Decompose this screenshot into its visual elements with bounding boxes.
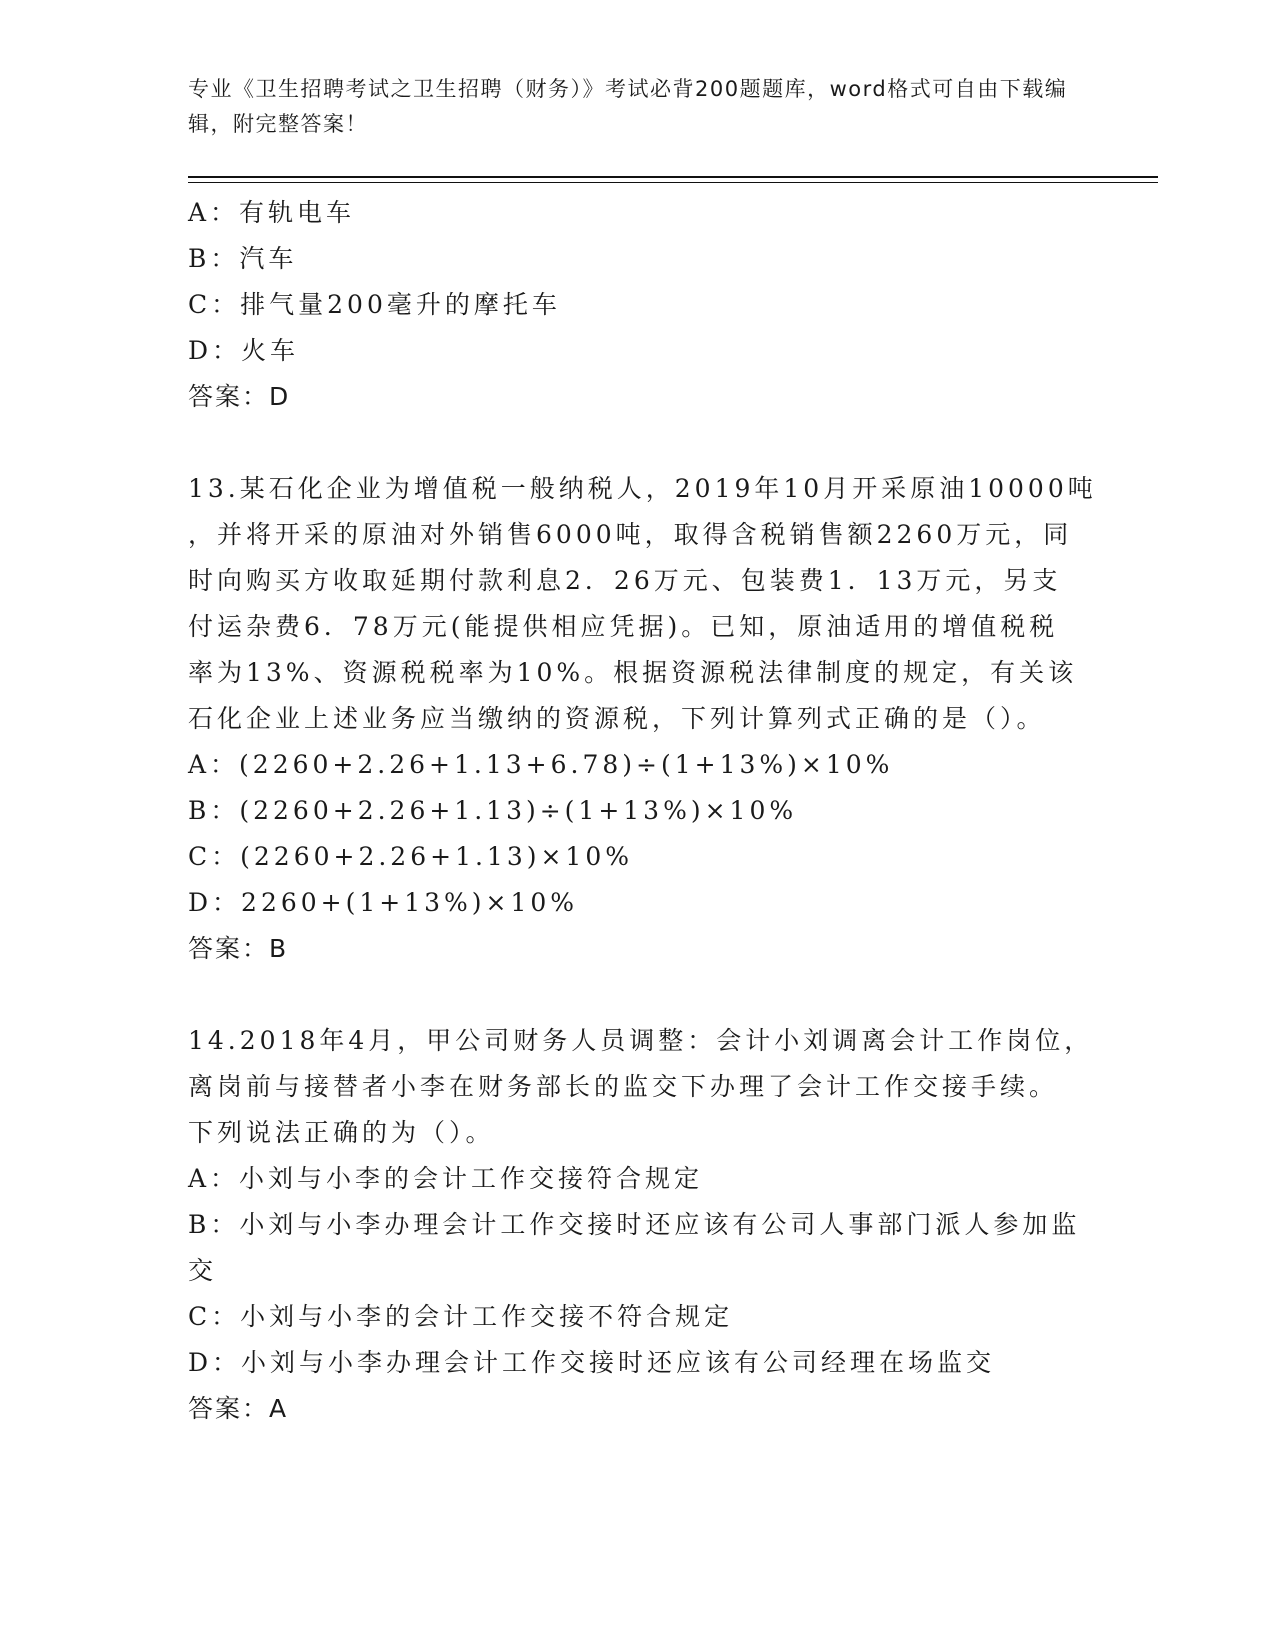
- document-header: 专业《卫生招聘考试之卫生招聘（财务）》考试必背200题题库，word格式可自由下载编辑，附完整答案！: [188, 77, 1068, 136]
- option-a: A：有轨电车: [188, 198, 356, 227]
- question-13-text-line: 率为13%、资源税税率为10%。根据资源税法律制度的规定，有关该: [188, 658, 1078, 687]
- question-14-text-line: 下列说法正确的为（）。: [188, 1118, 495, 1147]
- question-13-text-line: 13.某石化企业为增值税一般纳税人，2019年10月开采原油10000吨: [188, 474, 1097, 503]
- question-13-text-line: ，并将开采的原油对外销售6000吨，取得含税销售额2260万元，同: [188, 520, 1073, 549]
- option-c: C：(2260+2.26+1.13)×10%: [188, 842, 633, 871]
- option-d: D：小刘与小李办理会计工作交接时还应该有公司经理在场监交: [188, 1348, 996, 1377]
- document-body: [188, 190, 1097, 1432]
- question-14-answer: 答案：A: [188, 1394, 289, 1423]
- spacer: [188, 972, 1088, 1018]
- question-13-text-line: 时向购买方收取延期付款利息2．26万元、包装费1．13万元，另支: [188, 566, 1062, 595]
- option-b: B：小刘与小李办理会计工作交接时还应该有公司人事部门派人参加监: [188, 1210, 1081, 1239]
- option-b: B：汽车: [188, 244, 298, 273]
- question-12-options: [188, 190, 1088, 374]
- option-a: A：小刘与小李的会计工作交接符合规定: [188, 1164, 704, 1193]
- question-12-answer: 答案：D: [188, 382, 291, 411]
- question-14-text-line: 离岗前与接替者小李在财务部长的监交下办理了会计工作交接手续。: [188, 1072, 1059, 1101]
- question-14: [188, 1018, 1094, 1386]
- option-c: C：排气量200毫升的摩托车: [188, 290, 561, 319]
- option-a: A：(2260+2.26+1.13+6.78)÷(1+13%)×10%: [188, 750, 894, 779]
- option-b-continued: 交: [188, 1256, 218, 1285]
- header-divider-thick: [188, 176, 1158, 178]
- question-13-text-line: 付运杂费6．78万元(能提供相应凭据)。已知，原油适用的增值税税: [188, 612, 1059, 641]
- question-13-text-line: 石化企业上述业务应当缴纳的资源税，下列计算列式正确的是（）。: [188, 704, 1046, 733]
- option-d: D：2260+(1+13%)×10%: [188, 888, 579, 917]
- option-c: C：小刘与小李的会计工作交接不符合规定: [188, 1302, 734, 1331]
- spacer: [188, 420, 1088, 466]
- option-b: B：(2260+2.26+1.13)÷(1+13%)×10%: [188, 796, 798, 825]
- question-13: [188, 466, 1097, 926]
- header-divider-thin: [188, 182, 1158, 183]
- option-d: D：火车: [188, 336, 300, 365]
- question-13-answer: 答案：B: [188, 934, 289, 963]
- question-14-text-line: 14.2018年4月，甲公司财务人员调整：会计小刘调离会计工作岗位，: [188, 1026, 1094, 1055]
